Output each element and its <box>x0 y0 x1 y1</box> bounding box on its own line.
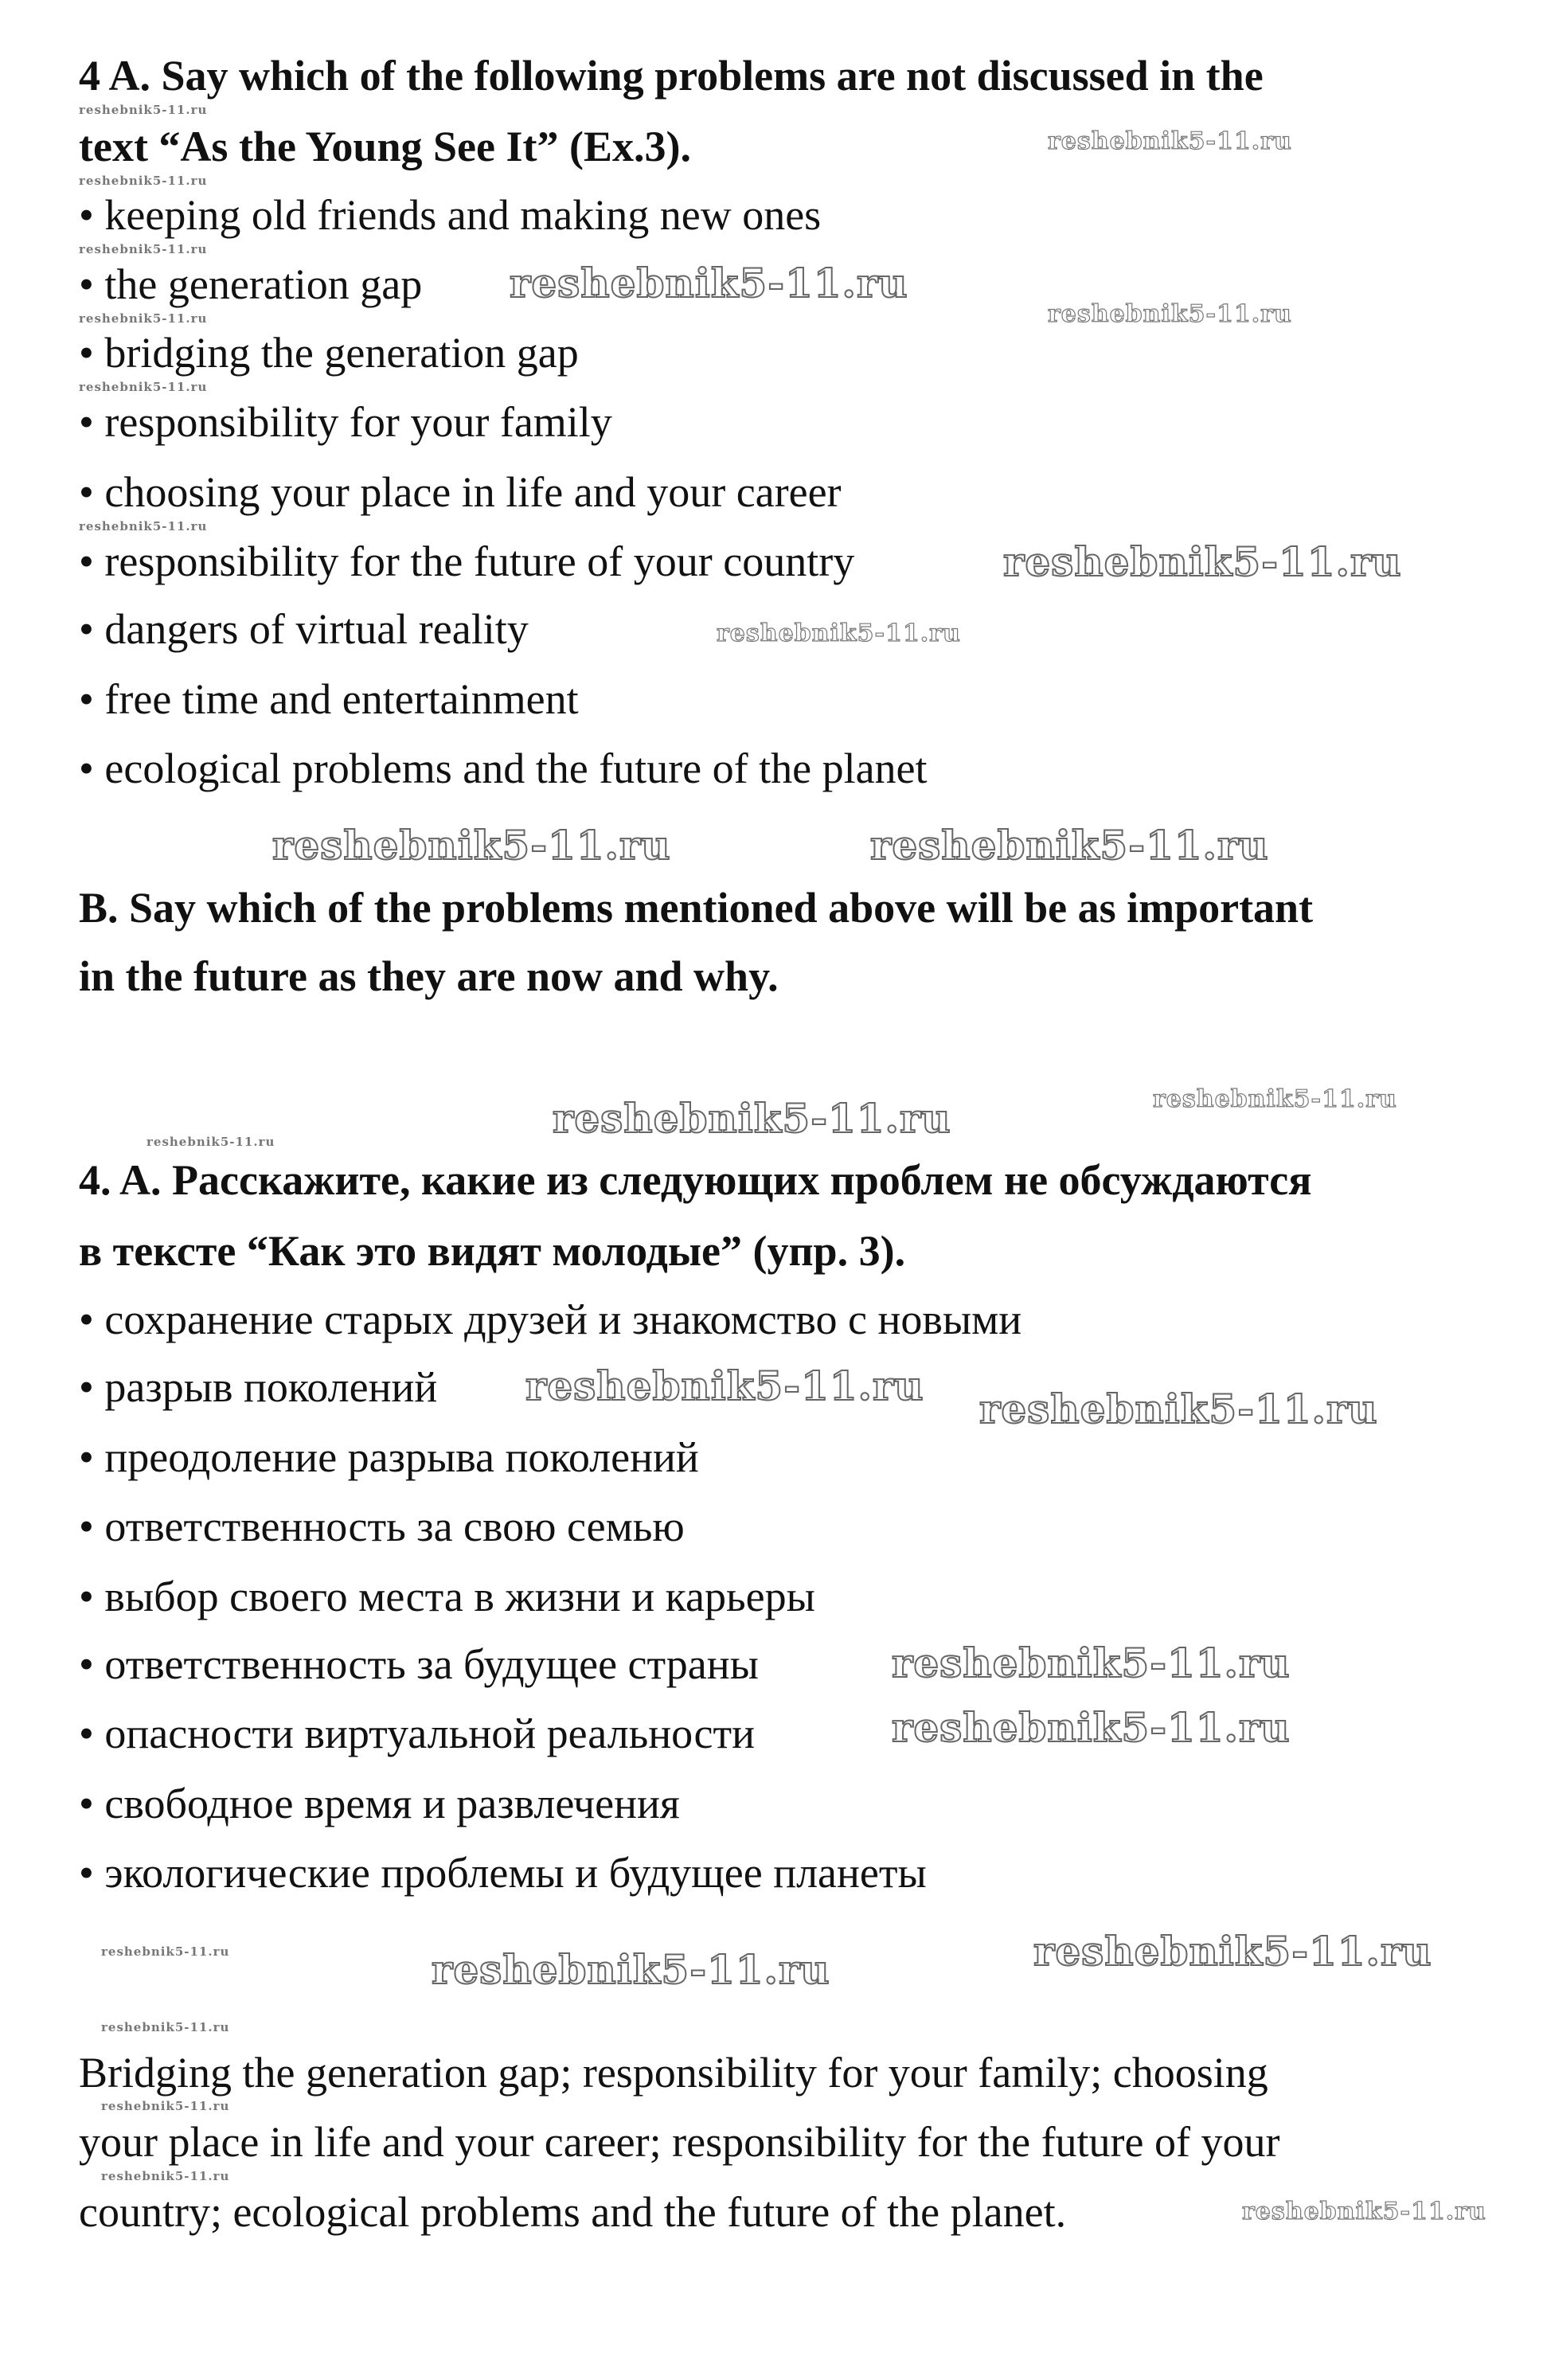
watermark: reshebnik5-11.ru <box>892 1704 1291 1751</box>
watermark: reshebnik5-11.ru <box>101 2020 230 2034</box>
exercise-heading: 4 A. Say which of the following problems are not discussed in the <box>79 52 1264 100</box>
watermark: reshebnik5-11.ru <box>79 519 208 533</box>
watermark: reshebnik5-11.ru <box>1242 2198 1486 2226</box>
list-item: • опасности виртуальной реальности <box>79 1710 755 1757</box>
list-item: • свободное время и развлечения <box>79 1780 680 1827</box>
exercise-heading: in the future as they are now and why. <box>79 952 779 1000</box>
list-item: • responsibility for the future of your country <box>79 537 855 585</box>
watermark: reshebnik5-11.ru <box>892 1639 1291 1686</box>
watermark: reshebnik5-11.ru <box>1033 1928 1432 1975</box>
watermark: reshebnik5-11.ru <box>101 1944 230 1959</box>
list-item: • разрыв поколений <box>79 1363 438 1411</box>
translation-heading: в тексте “Как это видят молодые” (упр. 3). <box>79 1227 906 1275</box>
exercise-heading: text “As the Young See It” (Ex.3). <box>79 123 691 170</box>
watermark: reshebnik5-11.ru <box>79 242 208 256</box>
list-item: • сохранение старых друзей и знакомство с новыми <box>79 1296 1022 1343</box>
watermark: reshebnik5-11.ru <box>146 1135 275 1149</box>
watermark: reshebnik5-11.ru <box>717 619 961 647</box>
watermark: reshebnik5-11.ru <box>1048 300 1292 328</box>
answer-text: your place in life and your career; responsibility for the future of your <box>79 2118 1280 2166</box>
watermark: reshebnik5-11.ru <box>1003 538 1402 585</box>
list-item: • bridging the generation gap <box>79 329 579 377</box>
watermark: reshebnik5-11.ru <box>101 2169 230 2183</box>
answer-text: Bridging the generation gap; responsibility for your family; choosing <box>79 2049 1268 2097</box>
answer-text: country; ecological problems and the future of the planet. <box>79 2188 1067 2236</box>
list-item: • choosing your place in life and your career <box>79 468 842 516</box>
list-item: • экологические проблемы и будущее планеты <box>79 1849 927 1897</box>
watermark: reshebnik5-11.ru <box>525 1362 924 1409</box>
list-item: • выбор своего места в жизни и карьеры <box>79 1573 815 1620</box>
watermark: reshebnik5-11.ru <box>510 260 908 307</box>
list-item: • ответственность за свою семью <box>79 1503 685 1550</box>
watermark: reshebnik5-11.ru <box>79 103 208 117</box>
translation-heading: 4. A. Расскажите, какие из следующих проблем не обсуждаются <box>79 1156 1312 1204</box>
list-item: • dangers of virtual reality <box>79 605 529 653</box>
watermark: reshebnik5-11.ru <box>101 2099 230 2113</box>
watermark: reshebnik5-11.ru <box>79 380 208 394</box>
list-item: • responsibility for your family <box>79 398 612 446</box>
watermark: reshebnik5-11.ru <box>432 1946 830 1993</box>
watermark: reshebnik5-11.ru <box>1048 127 1292 155</box>
watermark: reshebnik5-11.ru <box>79 174 208 188</box>
list-item: • keeping old friends and making new ones <box>79 191 822 239</box>
list-item: • free time and entertainment <box>79 675 579 723</box>
list-item: • ответственность за будущее страны <box>79 1640 759 1688</box>
watermark: reshebnik5-11.ru <box>979 1385 1378 1432</box>
list-item: • преодоление разрыва поколений <box>79 1433 699 1481</box>
list-item: • the generation gap <box>79 260 423 308</box>
list-item: • ecological problems and the future of the planet <box>79 744 928 792</box>
watermark: reshebnik5-11.ru <box>272 822 671 869</box>
watermark: reshebnik5-11.ru <box>79 311 208 326</box>
watermark: reshebnik5-11.ru <box>1153 1085 1397 1113</box>
watermark: reshebnik5-11.ru <box>870 822 1269 869</box>
exercise-heading: B. Say which of the problems mentioned above will be as important <box>79 884 1314 932</box>
watermark: reshebnik5-11.ru <box>553 1095 951 1142</box>
